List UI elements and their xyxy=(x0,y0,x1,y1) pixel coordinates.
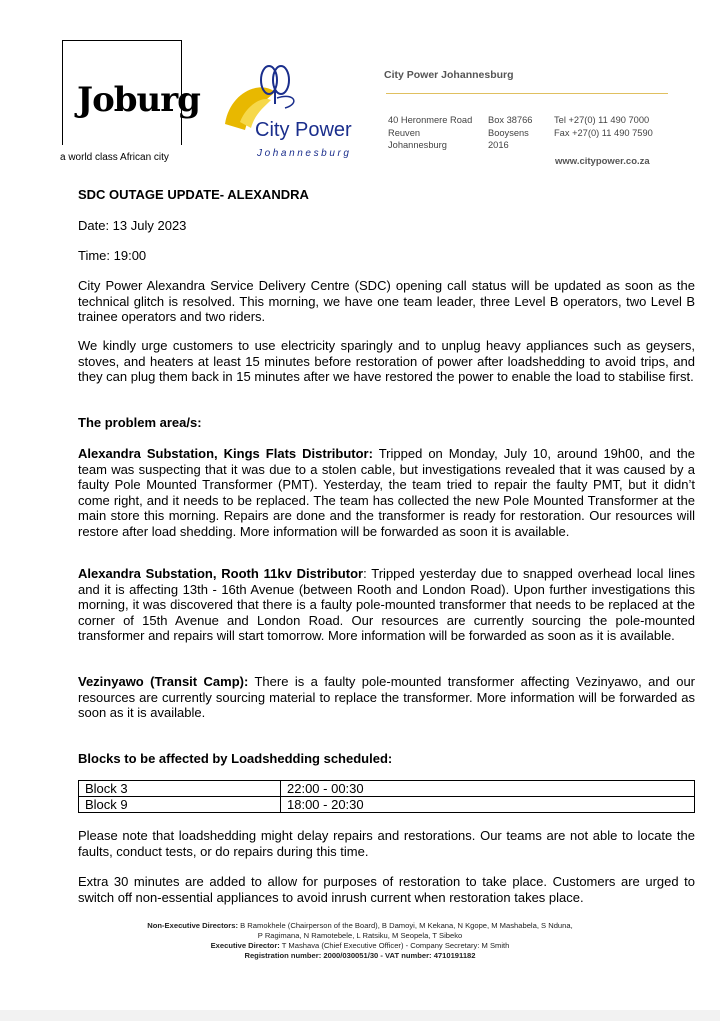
joburg-tagline: a world class African city xyxy=(60,152,169,163)
postal-block: Box 38766 Booysens 2016 xyxy=(488,115,533,150)
time-cell: 18:00 - 20:30 xyxy=(281,797,695,813)
address-block: 40 Heronmere Road Reuven Johannesburg xyxy=(388,115,473,150)
cp-logo-name: City Power xyxy=(255,119,352,141)
note-extra-time: Extra 30 minutes are added to allow for purposes of restoration to take place. Customers are urged to switch off non-essential appliances to avoid inrush current when restoration takes place. xyxy=(78,874,695,905)
org-title: City Power Johannesburg xyxy=(384,69,514,81)
document-time: Time: 19:00 xyxy=(78,248,147,263)
footer-directors-2: P Ragimana, N Ramotebele, L Ratsiku, M Seopela, T Sibeko xyxy=(257,931,463,940)
blocks-heading: Blocks to be affected by Loadshedding scheduled: xyxy=(78,751,393,766)
block-cell: Block 9 xyxy=(79,797,281,813)
city-power-logo xyxy=(205,52,375,162)
table-row xyxy=(79,797,695,813)
website-link[interactable]: www.citypower.co.za xyxy=(555,156,650,167)
cp-logo-sub: Johannesburg xyxy=(257,148,352,159)
footer-registration: Registration number: 2000/030051/30 - VAT number: 4710191182 xyxy=(244,951,476,960)
issue-kings-flats: Alexandra Substation, Kings Flats Distributor: Tripped on Monday, July 10, around 19h00, and the team was suspecting that it was due to a stolen cable, but investigations revealed that it was caused by a faulty Pole Mounted Transformer (PMT). Yesterday, the team tried to repair the faulty PMT, but it didn’t come right, and it needs to be replaced. The team has collected the new Pole Mounted Transformer at the main store this morning. Repairs are done and the transformer is ready for restoration. Our resources will restore after load shedding. More information will be forwarded as soon it is available. xyxy=(78,446,695,539)
header-divider xyxy=(386,93,668,94)
issue-rooth: Alexandra Substation, Rooth 11kv Distributor: Tripped yesterday due to snapped overhead local lines and it is affecting 13th - 16th Avenue (between Rooth and London Road). Upon further investigations this morning, it was discovered that there is a faulty pole-mounted transformer that needs to be replaced at the corner of 15th Avenue and London Road. Our resources are currently sourcing the pole-mounted transformer and repairs will start tomorrow. More information will be forwarded as soon as it is available. xyxy=(78,566,695,643)
footer-directors: Non-Executive Directors: B Ramokhele (Chairperson of the Board), B Damoyi, M Kekana, N Kgope, M Mashabela, S Nduna, xyxy=(147,921,573,930)
contact-block: Tel +27(0) 11 490 7000 Fax +27(0) 11 490 7590 xyxy=(554,115,653,138)
time-cell: 22:00 - 00:30 xyxy=(281,781,695,797)
document-date: Date: 13 July 2023 xyxy=(78,218,187,233)
problem-heading: The problem area/s: xyxy=(78,415,202,430)
status-paragraph: City Power Alexandra Service Delivery Centre (SDC) opening call status will be updated as soon as the technical glitch is resolved. This morning, we have one team leader, three Level B operators, two Level B trainee operators and two riders. xyxy=(78,278,695,324)
footer-executive: Executive Director: T Mashava (Chief Executive Officer) - Company Secretary: M Smith xyxy=(210,941,510,950)
table-row xyxy=(79,781,695,797)
joburg-logo: Joburg xyxy=(77,80,200,120)
loadshedding-table xyxy=(78,780,695,813)
block-cell: Block 3 xyxy=(79,781,281,797)
note-delay: Please note that loadshedding might delay repairs and restorations. Our teams are not able to locate the faults, conduct tests, or do repairs during this time. xyxy=(78,828,695,859)
issue-vezinyawo: Vezinyawo (Transit Camp): There is a faulty pole-mounted transformer affecting Vezinyawo, and our resources are currently sourcing material to replace the transformer. More information will be forwarded as soon as it is available. xyxy=(78,674,695,720)
advisory-paragraph: We kindly urge customers to use electricity sparingly and to unplug heavy appliances such as geysers, stoves, and heaters at least 15 minutes before restoration of power after loadshedding to avoid trips, and they can plug them back in 15 minutes after we have restored the power to enable the load to stabilise first. xyxy=(78,338,695,384)
document-title: SDC OUTAGE UPDATE- ALEXANDRA xyxy=(78,187,309,202)
